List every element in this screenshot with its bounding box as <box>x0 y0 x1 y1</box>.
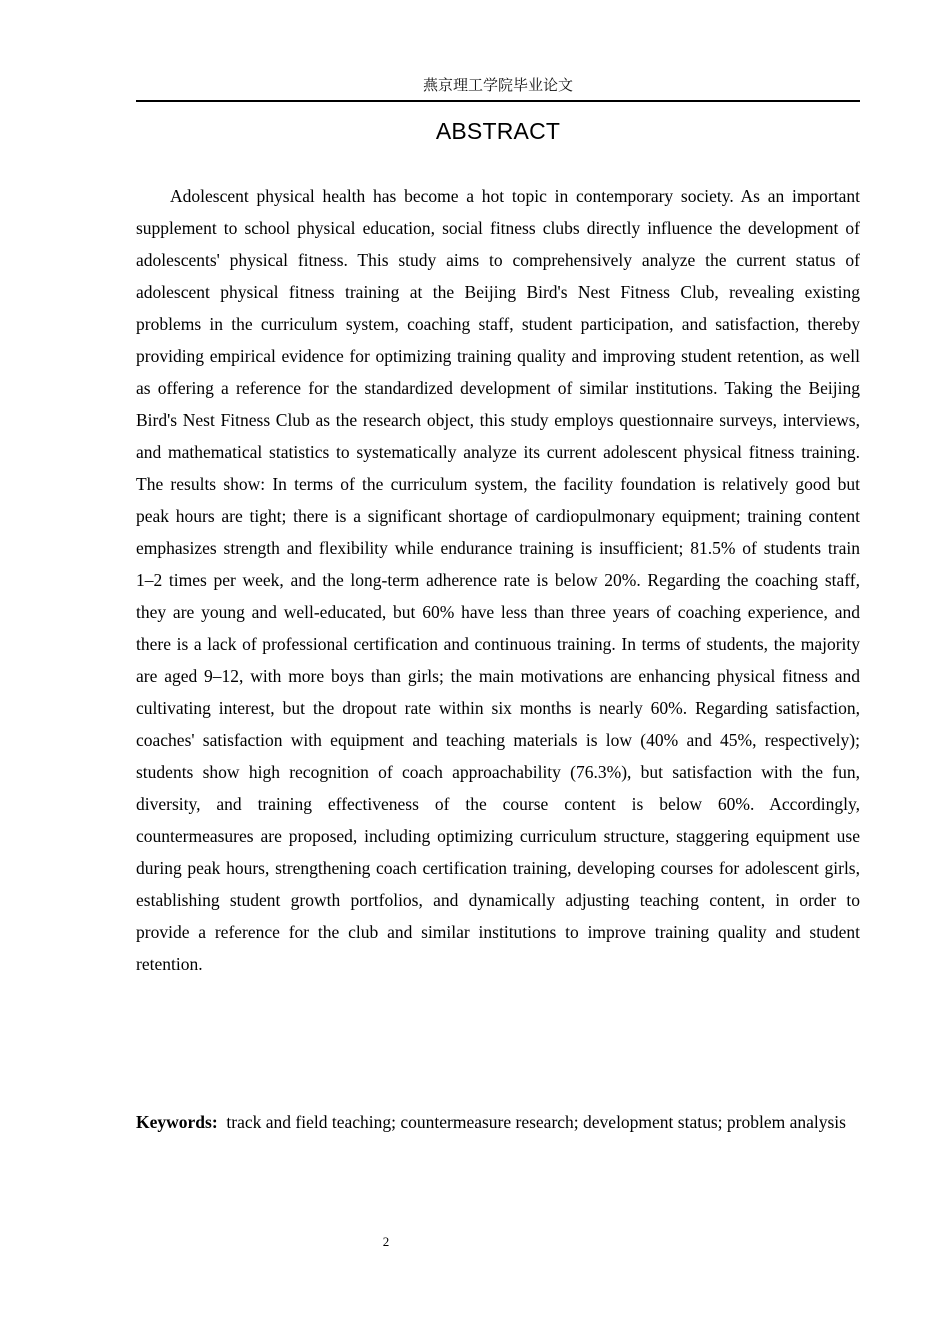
abstract-paragraph: Adolescent physical health has become a hot topic in contemporary society. As an important supplement to school physical education, social fitness clubs directly influence the development of adolescents' physical fitness. This study aims to comprehensively analyze the current status of adolescent physical fitness training at the Beijing Bird's Nest Fitness Club, revealing existing problems in the curriculum system, coaching staff, student participation, and satisfaction, thereby providing empirical evidence for optimizing training quality and improving student retention, as well as offering a reference for the standardized development of similar institutions. Taking the Beijing Bird's Nest Fitness Club as the research object, this study employs questionnaire surveys, interviews, and mathematical statistics to systematically analyze its current adolescent physical fitness training. The results show: In terms of the curriculum system, the facility foundation is relatively good but peak hours are tight; there is a significant shortage of cardiopulmonary equipment; training content emphasizes strength and flexibility while endurance training is insufficient; 81.5% of students train 1–2 times per week, and the long-term adherence rate is below 20%. Regarding the coaching staff, they are young and well-educated, but 60% have less than three years of coaching experience, and there is a lack of professional certification and continuous training. In terms of students, the majority are aged 9–12, with more boys than girls; the main motivations are enhancing physical fitness and cultivating interest, but the dropout rate within six months is nearly 60%. Regarding satisfaction, coaches' satisfaction with equipment and teaching materials is low (40% and 45%, respectively); students show high recognition of coach approachability (76.3%), but satisfaction with the fun, diversity, and training effectiveness of the course content is below 60%. Accordingly, countermeasures are proposed, including optimizing curriculum structure, staggering equipment use during peak hours, strengthening coach certification training, developing courses for adolescent girls, establishing student growth portfolios, and dynamically adjusting teaching content, in order to provide a reference for the club and similar institutions to improve training quality and student retention. <box>136 186 860 974</box>
header-rule <box>136 100 860 102</box>
running-header: 燕京理工学院毕业论文 <box>422 78 573 94</box>
page-number: 2 <box>382 1234 390 1249</box>
keywords-label: Keywords: <box>136 1112 218 1132</box>
keywords-text: track and field teaching; countermeasure research; development status; problem analysis <box>226 1112 846 1132</box>
keywords-line <box>136 1106 860 1138</box>
abstract-title: ABSTRACT <box>435 118 561 144</box>
